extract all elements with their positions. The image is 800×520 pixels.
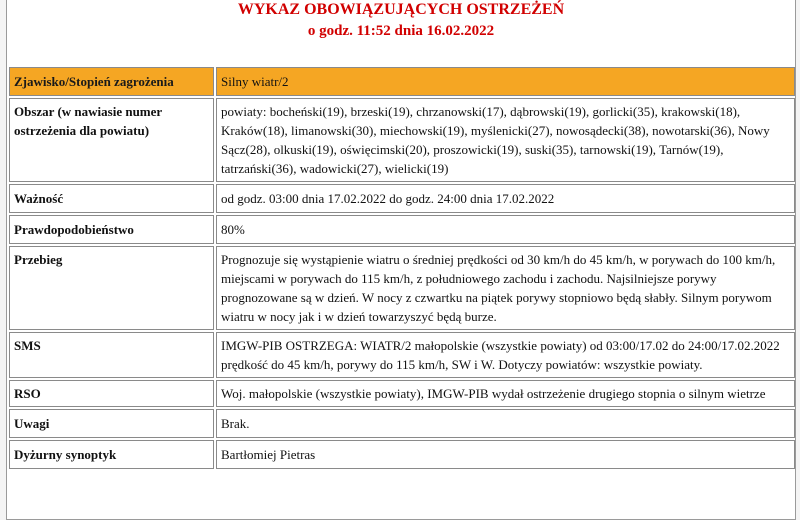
row-label: Prawdopodobieństwo [9,215,214,244]
row-value: Woj. małopolskie (wszystkie powiaty), IMGW-PIB wydał ostrzeżenie drugiego stopnia o silnym wietrze [216,380,795,407]
row-value: Prognozuje się wystąpienie wiatru o średniej prędkości od 30 km/h do 45 km/h, w porywach do 100 km/h, miejscami w porywach do 115 km/h, z południowego zachodu i zachodu. Najsilniejsze porywy prognozowane są w dzień. W nocy z czwartku na piątek porywy stopniowo będą słabły. Silnym porywom wiatru w nocy jak i w dzień towarzyszyć będą burze. [216,246,795,330]
row-value: powiaty: bocheński(19), brzeski(19), chrzanowski(17), dąbrowski(19), gorlicki(35), krakowski(18), Kraków(18), limanowski(30), miechowski(19), myślenicki(27), nowosądecki(38), nowotarski(36), Nowy Sącz(28), olkuski(19), oświęcimski(20), proszowicki(19), suski(35), tarnowski(19), Tarnów(19), tatrzański(36), wadowicki(27), wielicki(19) [216,98,795,182]
document-header [7,0,795,42]
table-row [9,440,795,469]
table-row [9,67,795,96]
row-value: 80% [216,215,795,244]
row-value: IMGW-PIB OSTRZEGA: WIATR/2 małopolskie (wszystkie powiaty) od 03:00/17.02 do 24:00/17.02.2022 prędkość do 45 km/h, porywy do 115 km/h, SW i W. Dotyczy powiatów: wszystkie powiaty. [216,332,795,378]
document-frame [6,0,796,520]
table-row [9,246,795,330]
row-label: Obszar (w nawiasie numer ostrzeżenia dla powiatu) [9,98,214,182]
table-row [9,409,795,438]
row-label: Ważność [9,184,214,213]
row-label: SMS [9,332,214,378]
bulletin-subtitle: WYKAZ OBOWIĄZUJĄCYCH OSTRZEŻEŃ [237,1,565,18]
row-label: Dyżurny synoptyk [9,440,214,469]
warning-table [7,65,797,471]
row-label: Uwagi [9,409,214,438]
bulletin-timestamp: o godz. 11:52 dnia 16.02.2022 [307,23,495,39]
table-row [9,98,795,182]
row-label: Przebieg [9,246,214,330]
row-value: Bartłomiej Pietras [216,440,795,469]
table-row [9,215,795,244]
table-row [9,184,795,213]
row-value: Silny wiatr/2 [216,67,795,96]
table-row [9,332,795,378]
row-label: Zjawisko/Stopień zagrożenia [9,67,214,96]
row-label: RSO [9,380,214,407]
row-value: Brak. [216,409,795,438]
table-row [9,380,795,407]
row-value: od godz. 03:00 dnia 17.02.2022 do godz. 24:00 dnia 17.02.2022 [216,184,795,213]
